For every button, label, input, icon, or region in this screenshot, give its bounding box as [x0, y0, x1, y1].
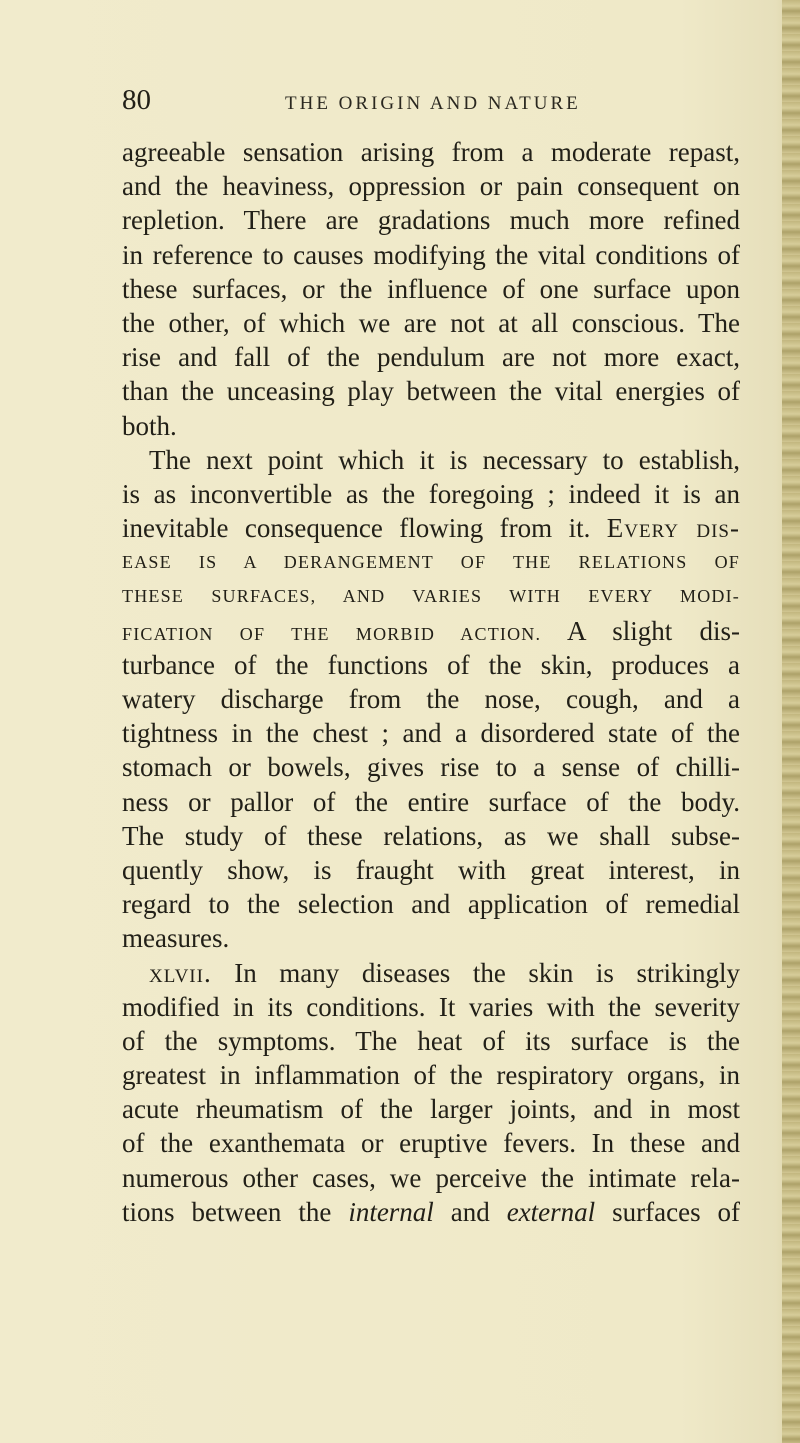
text-line: quently show, is fraught with great interest, in	[122, 854, 740, 885]
text-line: agreeable sensation arising from a moderate repast,	[122, 137, 740, 167]
text-line: tightness in the chest ; and a disordered state of the	[122, 718, 740, 749]
caps-line: THESE SURFACES, AND VARIES WITH EVERY MODI-	[122, 586, 740, 607]
text-line: acute rheumatism of the larger joints, and in most	[122, 1094, 740, 1125]
caps-line: EASE IS A DERANGEMENT OF THE RELATIONS OF	[122, 552, 740, 573]
section-first-line	[122, 956, 740, 990]
page-number: 80	[122, 84, 151, 116]
text-line: turbance of the functions of the skin, produces a	[122, 649, 740, 680]
text-line: is as inconvertible as the foregoing ; indeed it is an	[122, 478, 740, 509]
text-line: The study of these relations, as we shall subse-	[122, 820, 740, 851]
small-caps-segment: Every dis-	[606, 513, 740, 544]
text-segment: In many diseases the skin is strikingly	[234, 957, 740, 988]
text-line: ness or pallor of the entire surface of the body.	[122, 786, 740, 817]
paragraph-first-line: The next point which it is necessary to establish,	[149, 444, 740, 475]
text-line: both.	[122, 410, 177, 441]
text-line: and the heaviness, oppression or pain consequent on	[122, 171, 740, 202]
text-line: of the symptoms. The heat of its surface is the	[122, 1025, 740, 1056]
text-line: than the unceasing play between the vital energies of	[122, 376, 740, 407]
text-segment: surfaces of	[612, 1196, 741, 1227]
text-line: greatest in inflammation of the respiratory organs, in	[122, 1060, 740, 1091]
text-line: measures.	[122, 923, 230, 954]
text-line: modified in its conditions. It varies with the severity	[122, 991, 740, 1022]
text-line: repletion. There are gradations much more refined	[122, 205, 740, 236]
text-line: in reference to causes modifying the vital conditions of	[122, 239, 740, 270]
caps-segment: FICATION OF THE MORBID ACTION.	[122, 623, 542, 644]
page-edge	[782, 0, 800, 1443]
text-line: watery discharge from the nose, cough, and a	[122, 684, 740, 714]
text-line-mixed	[122, 511, 740, 545]
text-segment: tions between the	[122, 1196, 332, 1227]
section-number: xlvii.	[149, 957, 212, 988]
text-segment: and	[450, 1196, 490, 1227]
text-line: numerous other cases, we perceive the intimate rela-	[122, 1162, 740, 1193]
text-line: regard to the selection and application of remedial	[122, 889, 740, 920]
text-line: stomach or bowels, gives rise to a sense of chilli-	[122, 752, 740, 783]
running-head: THE ORIGIN AND NATURE	[285, 93, 581, 114]
text-line: rise and fall of the pendulum are not more exact,	[122, 342, 740, 373]
text-segment: inevitable consequence flowing from it.	[122, 513, 591, 544]
italic-word: internal	[348, 1196, 434, 1227]
body-text	[122, 135, 740, 1229]
italic-word: external	[506, 1196, 596, 1227]
text-line-mixed	[122, 1195, 740, 1229]
text-line: these surfaces, or the influence of one surface upon	[122, 273, 740, 304]
text-line: the other, of which we are not at all conscious. The	[122, 307, 740, 338]
text-line-mixed	[122, 614, 740, 648]
text-line: of the exanthemata or eruptive fevers. In these and	[122, 1128, 740, 1159]
page-header	[122, 84, 762, 124]
text-segment: A slight dis-	[566, 615, 740, 646]
